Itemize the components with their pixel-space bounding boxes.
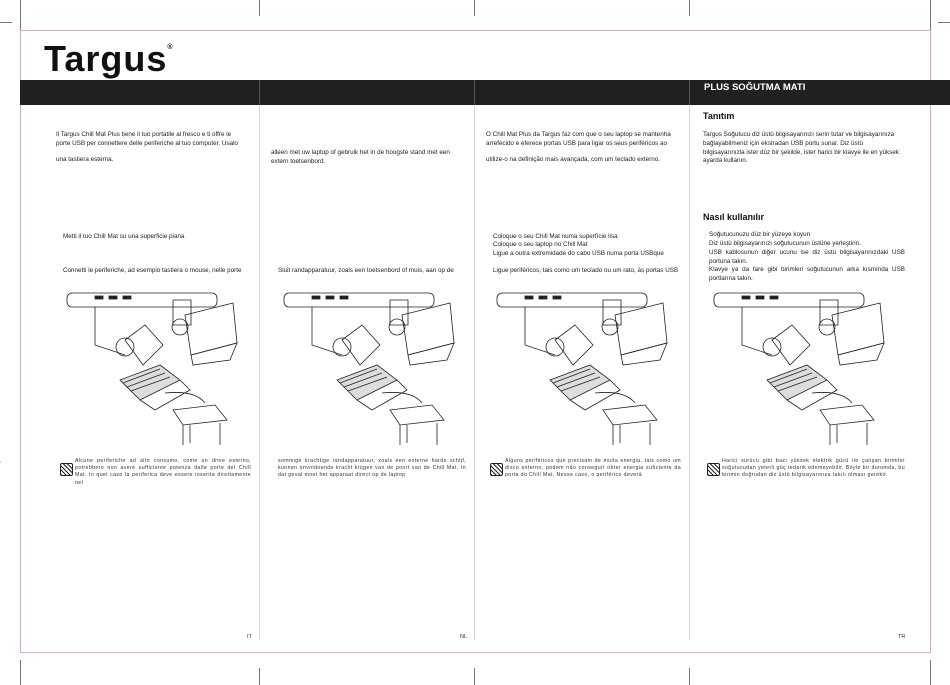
step-line: Connetti le periferiche, ad esempio tastiera o mouse, nelle porte — [63, 267, 242, 274]
column-separator — [689, 105, 690, 640]
intro-line: O Chill Mat Plus da Targus faz com que o seu laptop se mantenha — [486, 131, 671, 138]
note-text: sommige krachtige randapparatuur, zoals een externe harde schijf, kunnen onvoldoende kracht krijgen van de poort van de Chill Mat. In dat geval moet het apparaat direct op de laptop — [278, 458, 466, 479]
step-line: Klavye ya da fare gibi birimleri soğutucunun arka kısmında USB portlarına takın. — [709, 266, 905, 282]
note-text: Harici sürücü gibi bazı yüksek elektrik gücü ile çalışan birimler soğutucudan yeterli güç tedarik edemeyebilir. Böyle bir durumda, bu birimin doğrudan diz üstü bilgisayarınıza takılı olması gerekir. — [722, 458, 905, 479]
intro-line: Il Targus Chill Mat Plus tiene il tuo portatile al fresco e ti offre le — [56, 131, 232, 138]
note-icon — [490, 463, 503, 476]
crop-mark — [474, 0, 475, 16]
crop-mark — [930, 0, 931, 30]
step-line: Diz üstü bilgisayarınızı soğutucunun üstüne yerleştirin. — [709, 240, 861, 247]
chill-mat-illustration — [495, 285, 670, 445]
step-line: Metti il tuo Chill Mat su una superficie piana — [63, 233, 185, 240]
diecut-line-bottom — [20, 652, 931, 653]
step-line: USB kablosunun diğer ucunu ise diz üstü bilgisayarınızdaki USB portuna takın. — [709, 249, 905, 265]
note-text: Alcune periferiche ad alto consumo, come un drive esterno, potrebbero non avere sufficiente potenza dalle porte del Chill Mat. In quel caso la periferica deve essere inserita direttamente nel — [75, 458, 251, 486]
step-line: Soğutucunuzu düz bir yüzeye koyun — [709, 231, 811, 238]
language-code: NL — [460, 634, 468, 640]
step-line: Sluit randapparatuur, zoals een toetsenbord of muis, aan op de — [278, 267, 454, 274]
crop-mark — [930, 660, 931, 685]
step-line: Ligue a outra extremidade do cabo USB numa porta USBque — [493, 250, 664, 257]
chill-mat-illustration — [282, 285, 457, 445]
diecut-line-right — [930, 30, 931, 653]
crop-mark — [938, 22, 950, 23]
crop-mark — [689, 0, 690, 16]
intro-line: bağlayabilmeniz için ekstradan USB portu sunar. Diz üstü — [703, 140, 863, 147]
band-divider — [474, 80, 475, 105]
intro-line: ayarda kullanın. — [703, 157, 748, 164]
crop-mark — [474, 668, 475, 685]
crop-mark — [0, 22, 12, 23]
intro-line: alleen met uw laptop of gebruik het in de hoogste stand met een — [271, 149, 450, 156]
step-line: Ligue periféricos, tais como um teclado ou um rato, às portas USB — [493, 267, 679, 274]
band-divider — [689, 80, 690, 105]
note-text: Alguns periféricos que precisam de muita energia, tais como um disco externo, podem não conseguir obter energia suficiente da porta do Chill Mat. Nesse caso, o periférico deverá — [505, 458, 681, 479]
chill-mat-illustration — [65, 285, 240, 445]
language-code: IT — [247, 634, 252, 640]
diecut-line-left — [20, 30, 21, 653]
intro-line: utilize-o na definição mais avançada, com um teclado externo. — [486, 156, 660, 163]
diecut-line-top — [20, 30, 931, 31]
crop-mark — [20, 660, 21, 685]
intro-line: bilgisayarınızla ister düz bir şekilde, ister harici bir klavye ile en yüksek — [703, 149, 899, 156]
intro-line: arrefecido e eferece portas USB para ligar os seus periféricos ao — [486, 140, 667, 147]
intro-line: porte USB per connettere delle periferiche al tuo computer. Usalo — [56, 140, 239, 147]
diecut-label — [0, 549, 1, 575]
intro-line: Targus Soğutucu diz üstü bilgisayarınızı serin tutar ve bilgisayarınıza — [703, 131, 895, 138]
intro-line: una tastiera esterna. — [56, 156, 114, 163]
step-line: Coloque o seu laptop no Chill Mat — [493, 241, 588, 248]
column-separator — [474, 105, 475, 640]
size-label — [0, 615, 1, 640]
crop-mark — [689, 668, 690, 685]
header-title: PLUS SOĞUTMA MATI — [704, 82, 806, 93]
band-divider — [259, 80, 260, 105]
header-band — [20, 80, 950, 105]
section-heading: Nasıl kullanılır — [703, 212, 765, 222]
note-icon — [707, 463, 720, 476]
crop-mark — [20, 0, 21, 30]
step-line: Coloque o seu Chill Mat numa superfície lisa — [493, 233, 618, 240]
chill-mat-illustration — [712, 285, 887, 445]
crop-mark — [259, 668, 260, 685]
intro-line: extern toetsenbord. — [271, 158, 326, 165]
crop-mark — [259, 0, 260, 16]
section-heading: Tanıtım — [703, 111, 735, 121]
column-separator — [259, 105, 260, 640]
language-code: TR — [898, 634, 906, 640]
note-icon — [60, 463, 73, 476]
targus-logo: Targus® — [44, 38, 174, 79]
color-label — [0, 443, 1, 495]
